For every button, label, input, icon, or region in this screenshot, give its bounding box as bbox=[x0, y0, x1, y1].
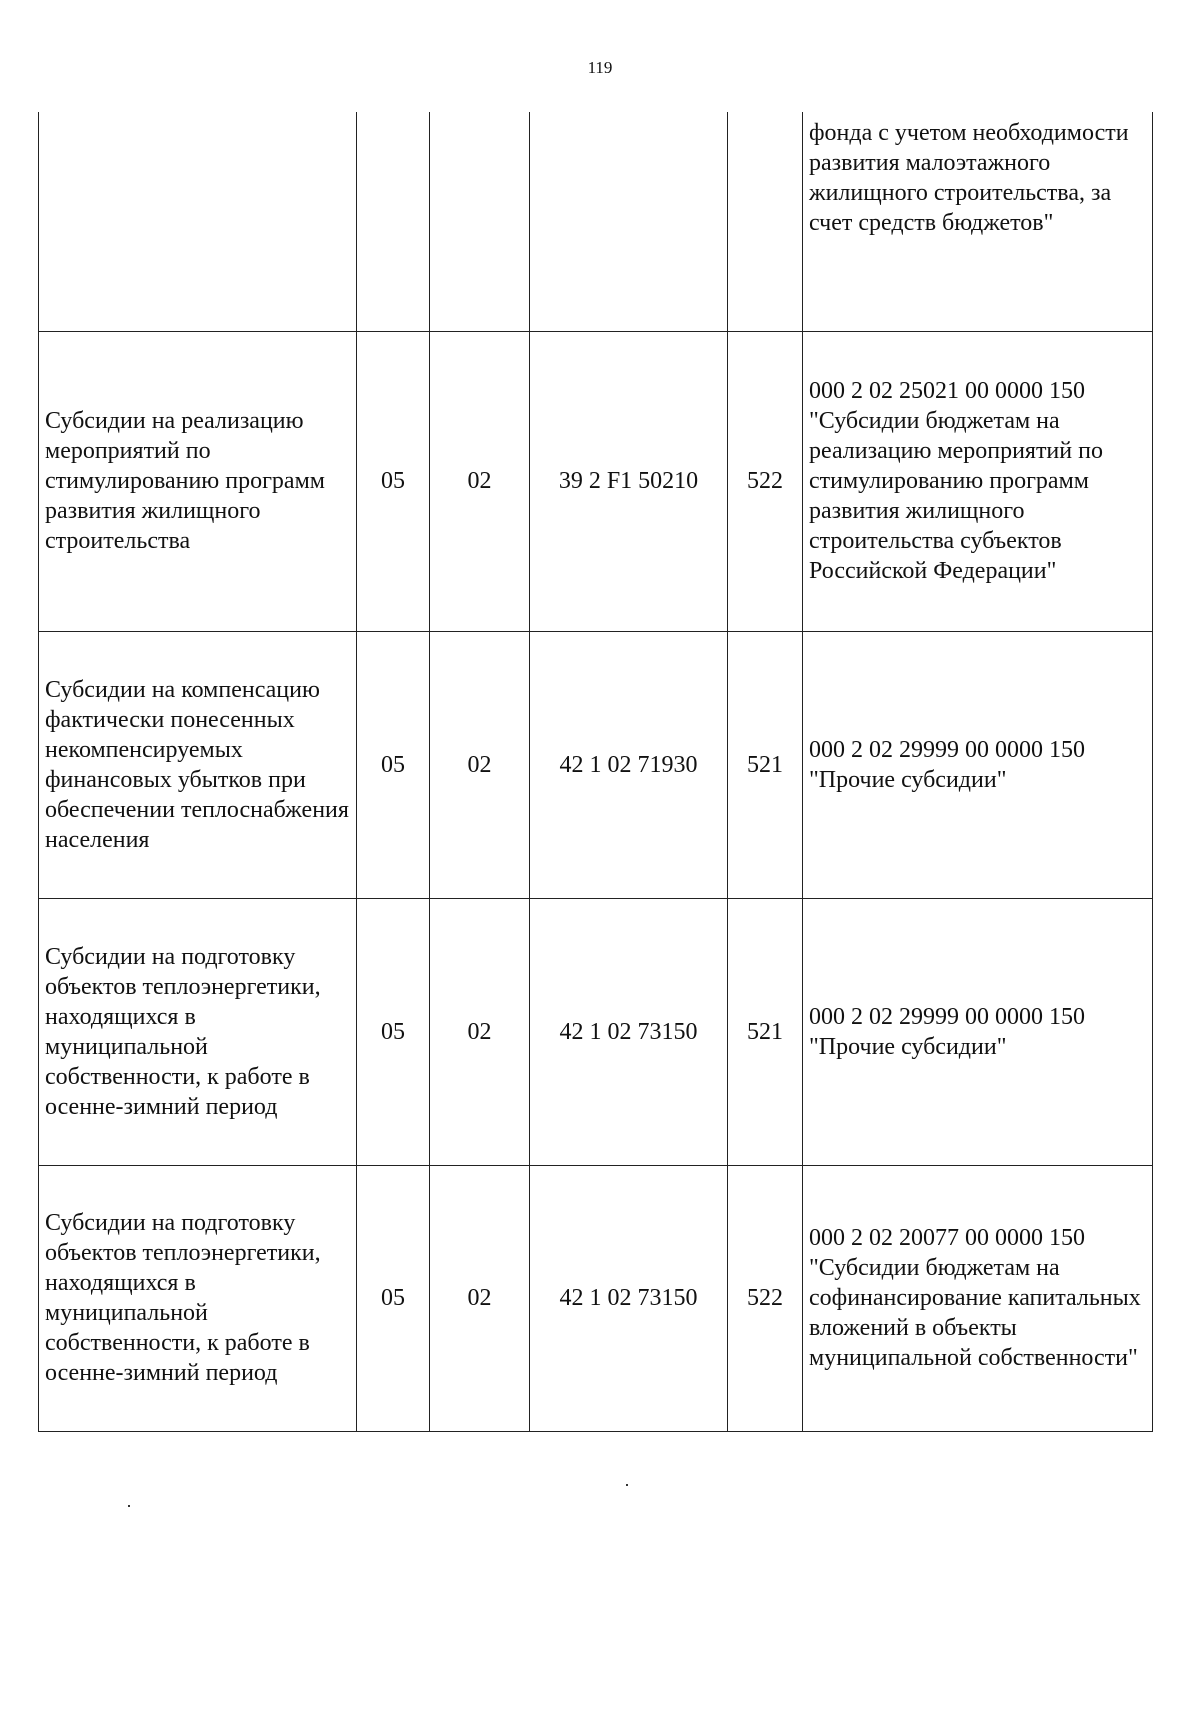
subsection-code-cell: 02 bbox=[430, 898, 530, 1165]
subsection-code-cell: 02 bbox=[430, 1165, 530, 1431]
expense-type-cell: 522 bbox=[728, 1165, 803, 1431]
section-code-cell: 05 bbox=[357, 1165, 430, 1431]
expense-type-cell bbox=[728, 112, 803, 331]
table-row bbox=[39, 898, 1153, 1165]
scan-speck bbox=[626, 1484, 628, 1486]
income-code-cell: 000 2 02 29999 00 0000 150 "Прочие субсидии" bbox=[803, 898, 1153, 1165]
subsection-code-cell bbox=[430, 112, 530, 331]
expense-name-cell bbox=[39, 112, 357, 331]
subsection-code-cell: 02 bbox=[430, 631, 530, 898]
expense-name-cell: Субсидии на компенсацию фактически понесенных некомпенсируемых финансовых убытков при обеспечении теплоснабжения населения bbox=[39, 631, 357, 898]
table-row bbox=[39, 1165, 1153, 1431]
target-article-cell: 42 1 02 71930 bbox=[530, 631, 728, 898]
income-code-cell: 000 2 02 20077 00 0000 150 "Субсидии бюджетам на софинансирование капитальных вложений в объекты муниципальной собственности" bbox=[803, 1165, 1153, 1431]
subsection-code-cell: 02 bbox=[430, 331, 530, 631]
section-code-cell: 05 bbox=[357, 331, 430, 631]
section-code-cell: 05 bbox=[357, 898, 430, 1165]
page-number: 119 bbox=[587, 58, 613, 77]
income-code-cell: 000 2 02 25021 00 0000 150 "Субсидии бюджетам на реализацию мероприятий по стимулированию программ развития жилищного строительства субъектов Российской Федерации" bbox=[803, 331, 1153, 631]
budget-table bbox=[38, 112, 1153, 1432]
income-code-cell: фонда с учетом необходимости развития малоэтажного жилищного строительства, за счет средств бюджетов" bbox=[803, 112, 1153, 331]
target-article-cell: 42 1 02 73150 bbox=[530, 1165, 728, 1431]
expense-name-cell: Субсидии на подготовку объектов теплоэнергетики, находящихся в муниципальной собственности, к работе в осенне-зимний период bbox=[39, 898, 357, 1165]
expense-type-cell: 521 bbox=[728, 898, 803, 1165]
table-row bbox=[39, 112, 1153, 331]
expense-name-cell: Субсидии на подготовку объектов теплоэнергетики, находящихся в муниципальной собственности, к работе в осенне-зимний период bbox=[39, 1165, 357, 1431]
expense-type-cell: 521 bbox=[728, 631, 803, 898]
income-code-cell: 000 2 02 29999 00 0000 150 "Прочие субсидии" bbox=[803, 631, 1153, 898]
table-row bbox=[39, 631, 1153, 898]
section-code-cell bbox=[357, 112, 430, 331]
target-article-cell bbox=[530, 112, 728, 331]
target-article-cell: 42 1 02 73150 bbox=[530, 898, 728, 1165]
section-code-cell: 05 bbox=[357, 631, 430, 898]
target-article-cell: 39 2 F1 50210 bbox=[530, 331, 728, 631]
expense-name-cell: Субсидии на реализацию мероприятий по стимулированию программ развития жилищного строительства bbox=[39, 331, 357, 631]
expense-type-cell: 522 bbox=[728, 331, 803, 631]
table-row bbox=[39, 331, 1153, 631]
scan-speck bbox=[128, 1505, 130, 1507]
